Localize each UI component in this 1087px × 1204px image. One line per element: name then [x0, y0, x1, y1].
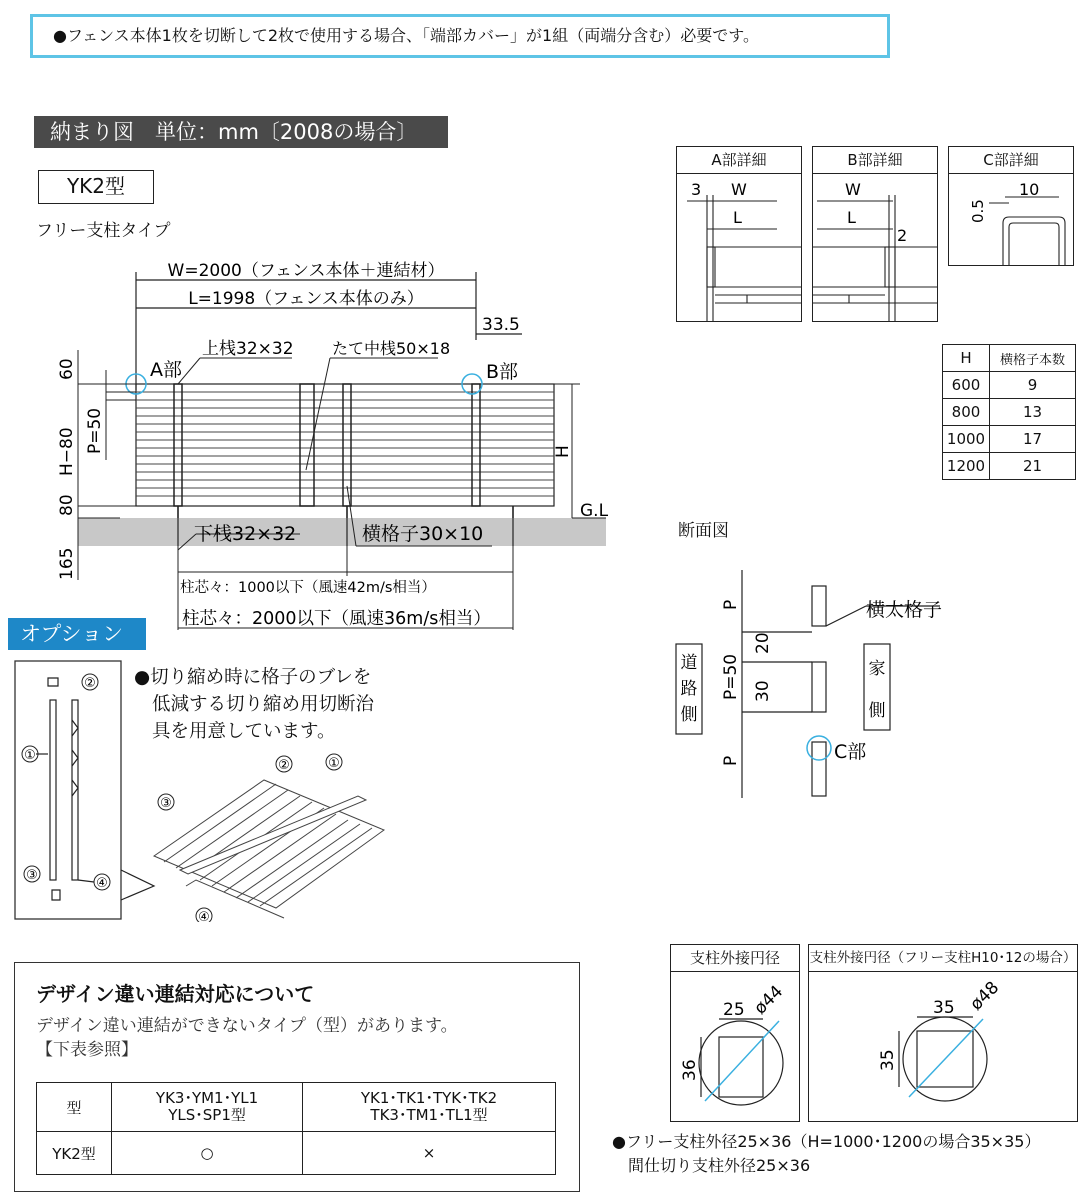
detail-b-w: W — [845, 180, 861, 199]
post1-diameter: ø44 — [750, 981, 788, 1019]
part-3-num-b: ③ — [160, 796, 172, 811]
post2-diameter: ø48 — [966, 977, 1004, 1015]
post-diameter-drawing-2 — [809, 971, 1077, 1121]
design-text — [36, 1014, 458, 1062]
slat-table-h: 600 — [943, 372, 990, 399]
thick-slat-label: 横太格子 — [866, 599, 943, 621]
slat-table-count: 17 — [990, 426, 1076, 453]
cutting-jig-illustration — [14, 660, 414, 922]
fence-elevation-diagram — [0, 250, 620, 630]
option-text-line-1: ●切り縮め時に格子のブレを — [134, 667, 372, 688]
section-title: 納まり図 単位：mm〔2008の場合〕 — [34, 116, 448, 148]
section-20: 20 — [753, 632, 773, 654]
a-part-label: A部 — [150, 359, 182, 381]
slat-table-count: 9 — [990, 372, 1076, 399]
slat-table-h: 800 — [943, 399, 990, 426]
slat-label: 横格子30×10 — [362, 523, 484, 545]
w-dimension: W=2000（フェンス本体＋連結材） — [167, 261, 445, 281]
house-side-2: 側 — [868, 701, 886, 721]
detail-a-panel — [676, 146, 802, 322]
post-diameter-panel-1 — [670, 944, 800, 1122]
dim-165: 165 — [57, 547, 77, 580]
option-label: オプション — [8, 618, 146, 650]
type-label: YK2型 — [38, 170, 154, 204]
span-2000: 柱芯々：2000以下（風速36m/s相当） — [182, 609, 491, 629]
detail-a-l: L — [733, 208, 742, 227]
section-p-top: P — [721, 599, 741, 610]
post1-width: 25 — [723, 1000, 745, 1020]
design-table-cell-ok: ○ — [112, 1132, 303, 1175]
detail-c-title: C部詳細 — [949, 147, 1073, 174]
part-2-num-b: ② — [278, 758, 290, 773]
gl-label: G.L — [580, 501, 609, 521]
post-diameter-title-2: 支柱外接円径（フリー支柱H10･12の場合） — [809, 945, 1077, 972]
part-2-num-a: ② — [84, 676, 96, 691]
design-table-cell-ng: × — [303, 1132, 556, 1175]
post-footnote-line-1: ●フリー支柱外径25×36（H=1000･1200の場合35×35） — [612, 1132, 1041, 1151]
section-p-bottom: P — [721, 755, 741, 766]
section-p50: P=50 — [721, 653, 741, 700]
detail-a-drawing — [677, 173, 801, 321]
option-text-line-2: 低減する切り縮め用切断治 — [152, 694, 375, 715]
detail-b-l: L — [847, 208, 856, 227]
design-compat-table — [36, 1082, 556, 1175]
slat-table-header-count: 横格子本数 — [990, 345, 1076, 372]
detail-b-drawing — [813, 173, 937, 321]
part-4-num-b: ④ — [198, 910, 210, 922]
design-table-row-type: YK2型 — [37, 1132, 112, 1175]
dim-60: 60 — [57, 358, 77, 380]
slat-table-h: 1200 — [943, 453, 990, 480]
dim-p50: P=50 — [85, 407, 105, 454]
post-diameter-title-1: 支柱外接円径 — [671, 945, 799, 972]
dim-h-80: H−80 — [57, 427, 77, 476]
post2-width: 35 — [933, 998, 955, 1018]
design-heading: デザイン違い連結対応について — [36, 982, 315, 1006]
post-diameter-drawing-1 — [671, 971, 799, 1121]
detail-b-2: 2 — [897, 226, 908, 245]
road-side-1: 道 — [680, 653, 698, 673]
section-30: 30 — [753, 680, 773, 702]
section-c-part: C部 — [834, 741, 867, 763]
design-table-header-type: 型 — [37, 1083, 112, 1132]
mid-post-label: たて中桟50×18 — [332, 339, 451, 358]
house-side-1: 家 — [868, 659, 886, 679]
detail-a-3: 3 — [691, 180, 702, 199]
detail-c-0-5: 0.5 — [969, 199, 987, 223]
bottom-rail-label: 下桟32×32 — [194, 523, 297, 545]
section-label: 断面図 — [678, 521, 729, 541]
detail-a-w: W — [731, 180, 747, 199]
subtitle: フリー支柱タイプ — [36, 221, 171, 241]
notice-banner: ●フェンス本体1枚を切断して2枚で使用する場合、「端部カバー」が1組（両端分含む）必要です。 — [30, 14, 890, 58]
road-side-3: 側 — [680, 705, 698, 725]
cross-section-diagram — [670, 570, 980, 810]
design-ref: 【下表参照】 — [36, 1040, 138, 1060]
slat-count-table — [942, 344, 1076, 480]
slat-table-count: 21 — [990, 453, 1076, 480]
post2-height: 35 — [878, 1049, 898, 1071]
post1-height: 36 — [680, 1059, 700, 1081]
detail-b-title: B部詳細 — [813, 147, 937, 174]
part-1-num-b: ① — [328, 756, 340, 771]
part-4-num-a: ④ — [96, 876, 108, 891]
dim-33-5: 33.5 — [482, 315, 520, 335]
post-diameter-panel-2 — [808, 944, 1078, 1122]
dim-80: 80 — [57, 494, 77, 516]
road-side-2: 路 — [680, 679, 698, 699]
detail-b-panel — [812, 146, 938, 322]
b-part-label: B部 — [486, 361, 519, 383]
slat-table-header-h: H — [943, 345, 990, 372]
top-rail-label: 上桟32×32 — [202, 339, 294, 359]
post-footnote — [612, 1130, 1040, 1178]
part-3-num-a: ③ — [26, 868, 38, 883]
part-1-num-a: ① — [24, 748, 36, 763]
slat-table-count: 13 — [990, 399, 1076, 426]
post-footnote-line-2: 間仕切り支柱外径25×36 — [628, 1156, 811, 1175]
span-1000: 柱芯々：1000以下（風速42m/s相当） — [180, 580, 436, 596]
design-table-header-col2: YK1･TK1･TYK･TK2 TK3･TM1･TL1型 — [303, 1083, 556, 1132]
l-dimension: L=1998（フェンス本体のみ） — [188, 289, 424, 309]
detail-c-drawing — [949, 173, 1073, 265]
detail-c-panel — [948, 146, 1074, 266]
detail-a-title: A部詳細 — [677, 147, 801, 174]
detail-c-10: 10 — [1019, 180, 1040, 199]
design-description: デザイン違い連結ができないタイプ（型）があります。 — [36, 1016, 458, 1036]
option-text-line-3: 具を用意しています。 — [152, 721, 336, 742]
slat-table-h: 1000 — [943, 426, 990, 453]
design-table-header-col1: YK3･YM1･YL1 YLS･SP1型 — [112, 1083, 303, 1132]
dim-h: H — [553, 445, 573, 458]
